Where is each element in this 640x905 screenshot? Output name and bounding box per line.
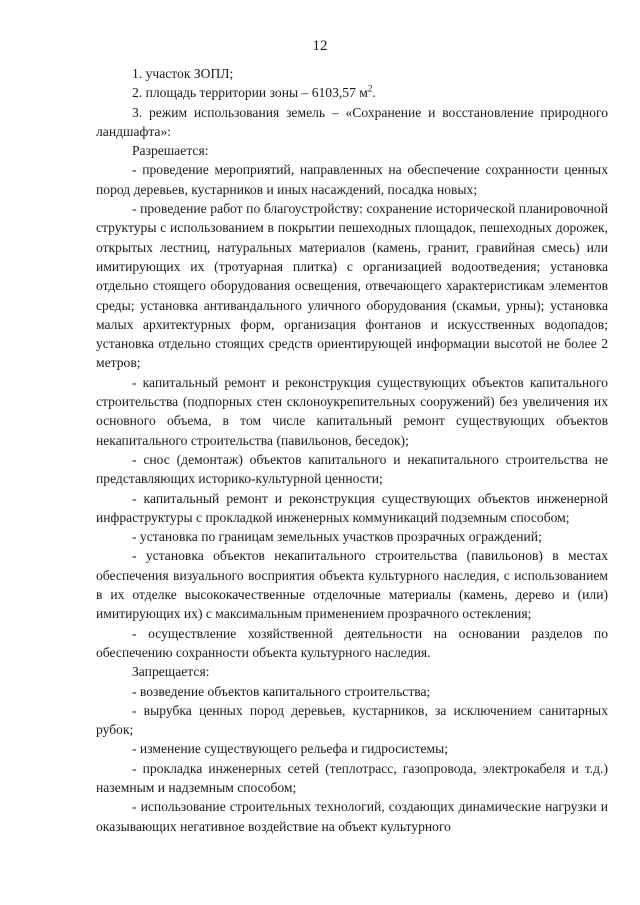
paragraph-site: 1. участок ЗОПЛ; [132,66,234,81]
permitted-item-4: - снос (демонтаж) объектов капитального и некапитального строительства не представляющих историко-культурной ценности; [96,451,608,487]
permitted-item-7: - установка объектов некапитального строительства (павильонов) в местах обеспечения визуального восприятия объекта культурного наследия, с использованием в их отделке высококачественные отделочные материалы (камень, дерево и (или) имитирующих их) с максимальным применением прозрачного остекления; [96,548,608,622]
area-suffix: . [372,85,376,101]
area-superscript: 2 [367,83,373,94]
prohibited-item-1: - возведение объектов капитального строительства; [132,683,431,699]
permitted-item-5: - капитальный ремонт и реконструкция существующих объектов инженерной инфраструктуры с прокладкой инженерных коммуникаций подземным способом; [96,490,608,525]
paragraph-area [96,83,608,102]
paragraph-land-use-regime: 3. режим использования земель – «Сохранение и восстановление природного ландшафта»: [96,104,608,139]
heading-prohibited: Запрещается: [132,664,210,680]
document-body [96,64,608,836]
area-text: 2. площадь территории зоны – 6103,57 м [132,85,368,101]
permitted-item-8: - осуществление хозяйственной деятельности на основании разделов по обеспечению сохранности объекта культурного наследия. [96,625,608,660]
page-number: 12 [312,38,328,54]
prohibited-item-2: - вырубка ценных пород деревьев, кустарников, за исключением санитарных рубок; [96,702,608,738]
permitted-item-3: - капитальный ремонт и реконструкция существующих объектов капитального строительства (подпорных стен склоноукрепительных сооружений) без увеличения их основного объема, в том числе капитальный ремонт существующих объектов некапитального строительства (павильонов, беседок); [96,374,608,448]
permitted-item-2: - проведение работ по благоустройству: сохранение исторической планировочной структуры с использованием в покрытии пешеходных площадок, пешеходных дорожек, открытых лестниц, натуральных материалов (камень, гранит, гравийная смесь) или имитирующих их (тротуарная плитка) с организацией водоотведения; установка отдельно стоящего оборудования освещения, отвечающего характеристикам элементов среды; установка антивандального уличного оборудования (скамьи, урны); установка малых архитектурных форм, организация фонтанов и искусственных водопадов; установка отдельно стоящих средств ориентирующей информации высотой не более 2 метров; [96,201,608,371]
permitted-item-6: - установка по границам земельных участков прозрачных ограждений; [132,529,542,545]
prohibited-item-4: - прокладка инженерных сетей (теплотрасс, газопровода, электрокабеля и т.д.) наземным и надземным способом; [96,760,608,795]
heading-permitted: Разрешается: [132,143,209,159]
prohibited-item-3: - изменение существующего рельефа и гидросистемы; [132,741,449,757]
permitted-item-1: - проведение мероприятий, направленных на обеспечение сохранности ценных пород деревьев, кустарников и иных насаждений, посадка новых; [96,162,608,197]
prohibited-item-5: - использование строительных технологий, создающих динамические нагрузки и оказывающих негативное воздействие на объект культурного [96,799,608,834]
